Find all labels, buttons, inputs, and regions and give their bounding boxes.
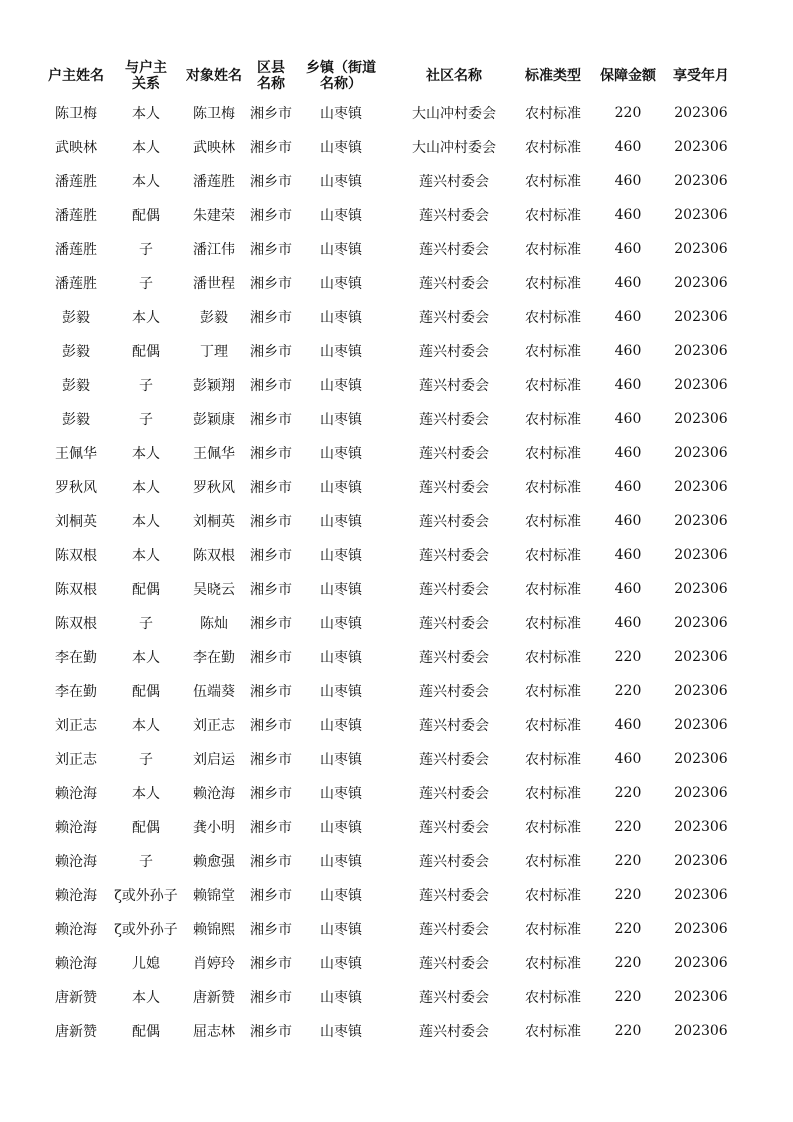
month-cell: 202306 [674, 411, 728, 427]
recipient-name-cell: 罗秋风 [193, 480, 235, 496]
relation-cell: 本人 [132, 514, 160, 530]
standard-type-cell: 农村标准 [525, 718, 581, 734]
householder-name-cell: 潘莲胜 [55, 174, 97, 190]
month-cell: 202306 [674, 955, 728, 971]
recipient-name-cell: 王佩华 [193, 446, 235, 462]
township-cell: 山枣镇 [320, 582, 362, 598]
householder-name-cell: 潘莲胜 [55, 276, 97, 292]
community-cell: 莲兴村委会 [419, 718, 489, 734]
county-cell: 湘乡市 [250, 208, 292, 224]
month-cell: 202306 [674, 921, 728, 937]
relation-cell: 本人 [132, 990, 160, 1006]
table-row [40, 844, 732, 878]
table-row [40, 300, 732, 334]
standard-type-cell: 农村标准 [525, 548, 581, 564]
community-cell: 莲兴村委会 [419, 650, 489, 666]
township-cell: 山枣镇 [320, 718, 362, 734]
month-cell: 202306 [674, 105, 728, 121]
relation-cell: 配偶 [132, 820, 160, 836]
header-township: 乡镇（街道 名称） [306, 60, 376, 92]
township-cell: 山枣镇 [320, 208, 362, 224]
township-cell: 山枣镇 [320, 990, 362, 1006]
community-cell: 莲兴村委会 [419, 582, 489, 598]
township-cell: 山枣镇 [320, 344, 362, 360]
recipient-name-cell: 彭毅 [200, 310, 228, 326]
table-row [40, 708, 732, 742]
table-row [40, 470, 732, 504]
month-cell: 202306 [674, 479, 728, 495]
township-cell: 山枣镇 [320, 140, 362, 156]
county-cell: 湘乡市 [250, 922, 292, 938]
relation-cell: 本人 [132, 548, 160, 564]
county-cell: 湘乡市 [250, 106, 292, 122]
recipient-name-cell: 李在勤 [193, 650, 235, 666]
recipient-name-cell: 潘江伟 [193, 242, 235, 258]
month-cell: 202306 [674, 649, 728, 665]
relation-cell: 子 [139, 854, 153, 870]
standard-type-cell: 农村标准 [525, 990, 581, 1006]
standard-type-cell: 农村标准 [525, 684, 581, 700]
amount-cell: 460 [614, 615, 642, 631]
householder-name-cell: 潘莲胜 [55, 208, 97, 224]
amount-cell: 460 [614, 717, 642, 733]
table-row [40, 334, 732, 368]
recipient-name-cell: 潘世程 [193, 276, 235, 292]
township-cell: 山枣镇 [320, 820, 362, 836]
recipient-name-cell: 屈志林 [193, 1024, 235, 1040]
county-cell: 湘乡市 [250, 242, 292, 258]
header-community: 社区名称 [426, 68, 482, 84]
township-cell: 山枣镇 [320, 446, 362, 462]
recipient-name-cell: 朱建荣 [193, 208, 235, 224]
recipient-name-cell: 唐新赞 [193, 990, 235, 1006]
relation-cell: 本人 [132, 786, 160, 802]
relation-cell: 子 [139, 276, 153, 292]
table-row [40, 572, 732, 606]
table-row [40, 776, 732, 810]
county-cell: 湘乡市 [250, 650, 292, 666]
standard-type-cell: 农村标准 [525, 412, 581, 428]
table-row [40, 198, 732, 232]
township-cell: 山枣镇 [320, 514, 362, 530]
month-cell: 202306 [674, 139, 728, 155]
community-cell: 莲兴村委会 [419, 684, 489, 700]
month-cell: 202306 [674, 343, 728, 359]
amount-cell: 220 [614, 853, 642, 869]
community-cell: 莲兴村委会 [419, 786, 489, 802]
county-cell: 湘乡市 [250, 412, 292, 428]
standard-type-cell: 农村标准 [525, 956, 581, 972]
county-cell: 湘乡市 [250, 378, 292, 394]
county-cell: 湘乡市 [250, 854, 292, 870]
community-cell: 莲兴村委会 [419, 412, 489, 428]
county-cell: 湘乡市 [250, 684, 292, 700]
community-cell: 莲兴村委会 [419, 956, 489, 972]
county-cell: 湘乡市 [250, 616, 292, 632]
amount-cell: 460 [614, 207, 642, 223]
county-cell: 湘乡市 [250, 820, 292, 836]
table-body [40, 96, 732, 1048]
relation-cell: 子 [139, 616, 153, 632]
recipient-name-cell: 陈灿 [200, 616, 228, 632]
amount-cell: 460 [614, 513, 642, 529]
county-cell: 湘乡市 [250, 344, 292, 360]
township-cell: 山枣镇 [320, 310, 362, 326]
county-cell: 湘乡市 [250, 582, 292, 598]
township-cell: 山枣镇 [320, 922, 362, 938]
amount-cell: 460 [614, 275, 642, 291]
amount-cell: 460 [614, 343, 642, 359]
month-cell: 202306 [674, 207, 728, 223]
recipient-name-cell: 武映林 [193, 140, 235, 156]
table-row [40, 436, 732, 470]
amount-cell: 460 [614, 173, 642, 189]
county-cell: 湘乡市 [250, 446, 292, 462]
roster-table [40, 56, 732, 1048]
community-cell: 莲兴村委会 [419, 446, 489, 462]
amount-cell: 460 [614, 547, 642, 563]
householder-name-cell: 唐新赞 [55, 1024, 97, 1040]
community-cell: 大山冲村委会 [412, 140, 496, 156]
amount-cell: 220 [614, 989, 642, 1005]
table-row [40, 164, 732, 198]
householder-name-cell: 彭毅 [62, 344, 90, 360]
standard-type-cell: 农村标准 [525, 174, 581, 190]
table-row [40, 980, 732, 1014]
community-cell: 莲兴村委会 [419, 174, 489, 190]
month-cell: 202306 [674, 615, 728, 631]
month-cell: 202306 [674, 683, 728, 699]
county-cell: 湘乡市 [250, 276, 292, 292]
amount-cell: 220 [614, 649, 642, 665]
month-cell: 202306 [674, 547, 728, 563]
header-month: 享受年月 [673, 68, 729, 84]
relation-cell: 本人 [132, 140, 160, 156]
recipient-name-cell: 赖沧海 [193, 786, 235, 802]
township-cell: 山枣镇 [320, 752, 362, 768]
county-cell: 湘乡市 [250, 514, 292, 530]
recipient-name-cell: 吴晓云 [193, 582, 235, 598]
householder-name-cell: 赖沧海 [55, 786, 97, 802]
relation-cell: 子 [139, 752, 153, 768]
householder-name-cell: 赖沧海 [55, 854, 97, 870]
householder-name-cell: 王佩华 [55, 446, 97, 462]
township-cell: 山枣镇 [320, 1024, 362, 1040]
amount-cell: 460 [614, 479, 642, 495]
community-cell: 莲兴村委会 [419, 888, 489, 904]
standard-type-cell: 农村标准 [525, 1024, 581, 1040]
month-cell: 202306 [674, 989, 728, 1005]
amount-cell: 220 [614, 887, 642, 903]
table-row [40, 742, 732, 776]
county-cell: 湘乡市 [250, 1024, 292, 1040]
township-cell: 山枣镇 [320, 106, 362, 122]
county-cell: 湘乡市 [250, 174, 292, 190]
month-cell: 202306 [674, 513, 728, 529]
county-cell: 湘乡市 [250, 752, 292, 768]
recipient-name-cell: 彭颖翔 [193, 378, 235, 394]
relation-cell: 本人 [132, 718, 160, 734]
relation-cell: 配偶 [132, 344, 160, 360]
recipient-name-cell: 赖锦熙 [193, 922, 235, 938]
standard-type-cell: 农村标准 [525, 786, 581, 802]
householder-name-cell: 刘正志 [55, 752, 97, 768]
month-cell: 202306 [674, 275, 728, 291]
township-cell: 山枣镇 [320, 888, 362, 904]
standard-type-cell: 农村标准 [525, 344, 581, 360]
table-row [40, 1014, 732, 1048]
householder-name-cell: 彭毅 [62, 412, 90, 428]
community-cell: 莲兴村委会 [419, 616, 489, 632]
householder-name-cell: 陈卫梅 [55, 106, 97, 122]
householder-name-cell: 赖沧海 [55, 922, 97, 938]
table-row [40, 538, 732, 572]
community-cell: 莲兴村委会 [419, 310, 489, 326]
standard-type-cell: 农村标准 [525, 446, 581, 462]
county-cell: 湘乡市 [250, 718, 292, 734]
recipient-name-cell: 赖愈强 [193, 854, 235, 870]
township-cell: 山枣镇 [320, 174, 362, 190]
recipient-name-cell: 陈卫梅 [193, 106, 235, 122]
householder-name-cell: 李在勤 [55, 650, 97, 666]
community-cell: 莲兴村委会 [419, 514, 489, 530]
relation-cell: 子 [139, 242, 153, 258]
community-cell: 莲兴村委会 [419, 990, 489, 1006]
amount-cell: 460 [614, 751, 642, 767]
recipient-name-cell: 彭颖康 [193, 412, 235, 428]
householder-name-cell: 刘桐英 [55, 514, 97, 530]
recipient-name-cell: 陈双根 [193, 548, 235, 564]
householder-name-cell: 李在勤 [55, 684, 97, 700]
relation-cell: ζ或外孙子 [114, 922, 178, 938]
standard-type-cell: 农村标准 [525, 616, 581, 632]
relation-cell: ζ或外孙子 [114, 888, 178, 904]
standard-type-cell: 农村标准 [525, 650, 581, 666]
relation-cell: 本人 [132, 174, 160, 190]
relation-cell: 子 [139, 378, 153, 394]
header-row [40, 56, 732, 96]
recipient-name-cell: 伍端葵 [193, 684, 235, 700]
amount-cell: 220 [614, 683, 642, 699]
community-cell: 莲兴村委会 [419, 276, 489, 292]
community-cell: 莲兴村委会 [419, 922, 489, 938]
table-row [40, 368, 732, 402]
amount-cell: 460 [614, 411, 642, 427]
community-cell: 莲兴村委会 [419, 480, 489, 496]
householder-name-cell: 陈双根 [55, 548, 97, 564]
householder-name-cell: 赖沧海 [55, 956, 97, 972]
recipient-name-cell: 刘桐英 [193, 514, 235, 530]
table-row [40, 912, 732, 946]
header-relation: 与户主 关系 [125, 60, 167, 92]
township-cell: 山枣镇 [320, 378, 362, 394]
county-cell: 湘乡市 [250, 990, 292, 1006]
standard-type-cell: 农村标准 [525, 514, 581, 530]
table-row [40, 504, 732, 538]
table-row [40, 402, 732, 436]
month-cell: 202306 [674, 751, 728, 767]
householder-name-cell: 赖沧海 [55, 820, 97, 836]
header-householder-name: 户主姓名 [48, 68, 104, 84]
amount-cell: 220 [614, 105, 642, 121]
householder-name-cell: 刘正志 [55, 718, 97, 734]
table-row [40, 266, 732, 300]
township-cell: 山枣镇 [320, 276, 362, 292]
relation-cell: 配偶 [132, 684, 160, 700]
month-cell: 202306 [674, 581, 728, 597]
county-cell: 湘乡市 [250, 480, 292, 496]
standard-type-cell: 农村标准 [525, 106, 581, 122]
standard-type-cell: 农村标准 [525, 922, 581, 938]
county-cell: 湘乡市 [250, 140, 292, 156]
community-cell: 莲兴村委会 [419, 752, 489, 768]
householder-name-cell: 陈双根 [55, 582, 97, 598]
month-cell: 202306 [674, 853, 728, 869]
amount-cell: 220 [614, 785, 642, 801]
relation-cell: 儿媳 [132, 956, 160, 972]
standard-type-cell: 农村标准 [525, 378, 581, 394]
relation-cell: 本人 [132, 310, 160, 326]
amount-cell: 460 [614, 139, 642, 155]
standard-type-cell: 农村标准 [525, 752, 581, 768]
standard-type-cell: 农村标准 [525, 582, 581, 598]
township-cell: 山枣镇 [320, 480, 362, 496]
table-row [40, 946, 732, 980]
standard-type-cell: 农村标准 [525, 310, 581, 326]
householder-name-cell: 赖沧海 [55, 888, 97, 904]
recipient-name-cell: 刘正志 [193, 718, 235, 734]
month-cell: 202306 [674, 173, 728, 189]
community-cell: 莲兴村委会 [419, 208, 489, 224]
month-cell: 202306 [674, 1023, 728, 1039]
recipient-name-cell: 龚小明 [193, 820, 235, 836]
householder-name-cell: 彭毅 [62, 378, 90, 394]
householder-name-cell: 罗秋风 [55, 480, 97, 496]
community-cell: 莲兴村委会 [419, 1024, 489, 1040]
standard-type-cell: 农村标准 [525, 208, 581, 224]
householder-name-cell: 武映林 [55, 140, 97, 156]
standard-type-cell: 农村标准 [525, 276, 581, 292]
township-cell: 山枣镇 [320, 650, 362, 666]
householder-name-cell: 潘莲胜 [55, 242, 97, 258]
table-row [40, 640, 732, 674]
month-cell: 202306 [674, 717, 728, 733]
amount-cell: 220 [614, 955, 642, 971]
month-cell: 202306 [674, 377, 728, 393]
month-cell: 202306 [674, 887, 728, 903]
standard-type-cell: 农村标准 [525, 854, 581, 870]
community-cell: 莲兴村委会 [419, 378, 489, 394]
month-cell: 202306 [674, 819, 728, 835]
community-cell: 莲兴村委会 [419, 344, 489, 360]
relation-cell: 配偶 [132, 582, 160, 598]
standard-type-cell: 农村标准 [525, 140, 581, 156]
township-cell: 山枣镇 [320, 854, 362, 870]
relation-cell: 配偶 [132, 1024, 160, 1040]
amount-cell: 460 [614, 241, 642, 257]
table-row [40, 232, 732, 266]
community-cell: 莲兴村委会 [419, 820, 489, 836]
community-cell: 莲兴村委会 [419, 548, 489, 564]
standard-type-cell: 农村标准 [525, 820, 581, 836]
table-row [40, 96, 732, 130]
table-row [40, 606, 732, 640]
amount-cell: 460 [614, 377, 642, 393]
township-cell: 山枣镇 [320, 242, 362, 258]
table-row [40, 810, 732, 844]
township-cell: 山枣镇 [320, 548, 362, 564]
recipient-name-cell: 肖婷玲 [193, 956, 235, 972]
header-standard-type: 标准类型 [525, 68, 581, 84]
amount-cell: 220 [614, 921, 642, 937]
county-cell: 湘乡市 [250, 786, 292, 802]
township-cell: 山枣镇 [320, 684, 362, 700]
county-cell: 湘乡市 [250, 548, 292, 564]
township-cell: 山枣镇 [320, 616, 362, 632]
relation-cell: 本人 [132, 106, 160, 122]
county-cell: 湘乡市 [250, 888, 292, 904]
householder-name-cell: 唐新赞 [55, 990, 97, 1006]
county-cell: 湘乡市 [250, 310, 292, 326]
month-cell: 202306 [674, 785, 728, 801]
township-cell: 山枣镇 [320, 956, 362, 972]
month-cell: 202306 [674, 309, 728, 325]
month-cell: 202306 [674, 241, 728, 257]
table-row [40, 130, 732, 164]
table-row [40, 674, 732, 708]
township-cell: 山枣镇 [320, 786, 362, 802]
recipient-name-cell: 刘启运 [193, 752, 235, 768]
amount-cell: 460 [614, 581, 642, 597]
county-cell: 湘乡市 [250, 956, 292, 972]
recipient-name-cell: 赖锦堂 [193, 888, 235, 904]
community-cell: 莲兴村委会 [419, 854, 489, 870]
householder-name-cell: 陈双根 [55, 616, 97, 632]
header-recipient-name: 对象姓名 [186, 68, 242, 84]
recipient-name-cell: 丁理 [200, 344, 228, 360]
header-amount: 保障金额 [600, 68, 656, 84]
amount-cell: 220 [614, 1023, 642, 1039]
standard-type-cell: 农村标准 [525, 480, 581, 496]
recipient-name-cell: 潘莲胜 [193, 174, 235, 190]
relation-cell: 配偶 [132, 208, 160, 224]
standard-type-cell: 农村标准 [525, 242, 581, 258]
community-cell: 莲兴村委会 [419, 242, 489, 258]
month-cell: 202306 [674, 445, 728, 461]
header-county: 区县 名称 [257, 60, 285, 92]
relation-cell: 本人 [132, 480, 160, 496]
township-cell: 山枣镇 [320, 412, 362, 428]
standard-type-cell: 农村标准 [525, 888, 581, 904]
table-header [40, 56, 732, 96]
community-cell: 大山冲村委会 [412, 106, 496, 122]
relation-cell: 本人 [132, 650, 160, 666]
amount-cell: 460 [614, 309, 642, 325]
amount-cell: 460 [614, 445, 642, 461]
householder-name-cell: 彭毅 [62, 310, 90, 326]
relation-cell: 本人 [132, 446, 160, 462]
table-row [40, 878, 732, 912]
amount-cell: 220 [614, 819, 642, 835]
relation-cell: 子 [139, 412, 153, 428]
